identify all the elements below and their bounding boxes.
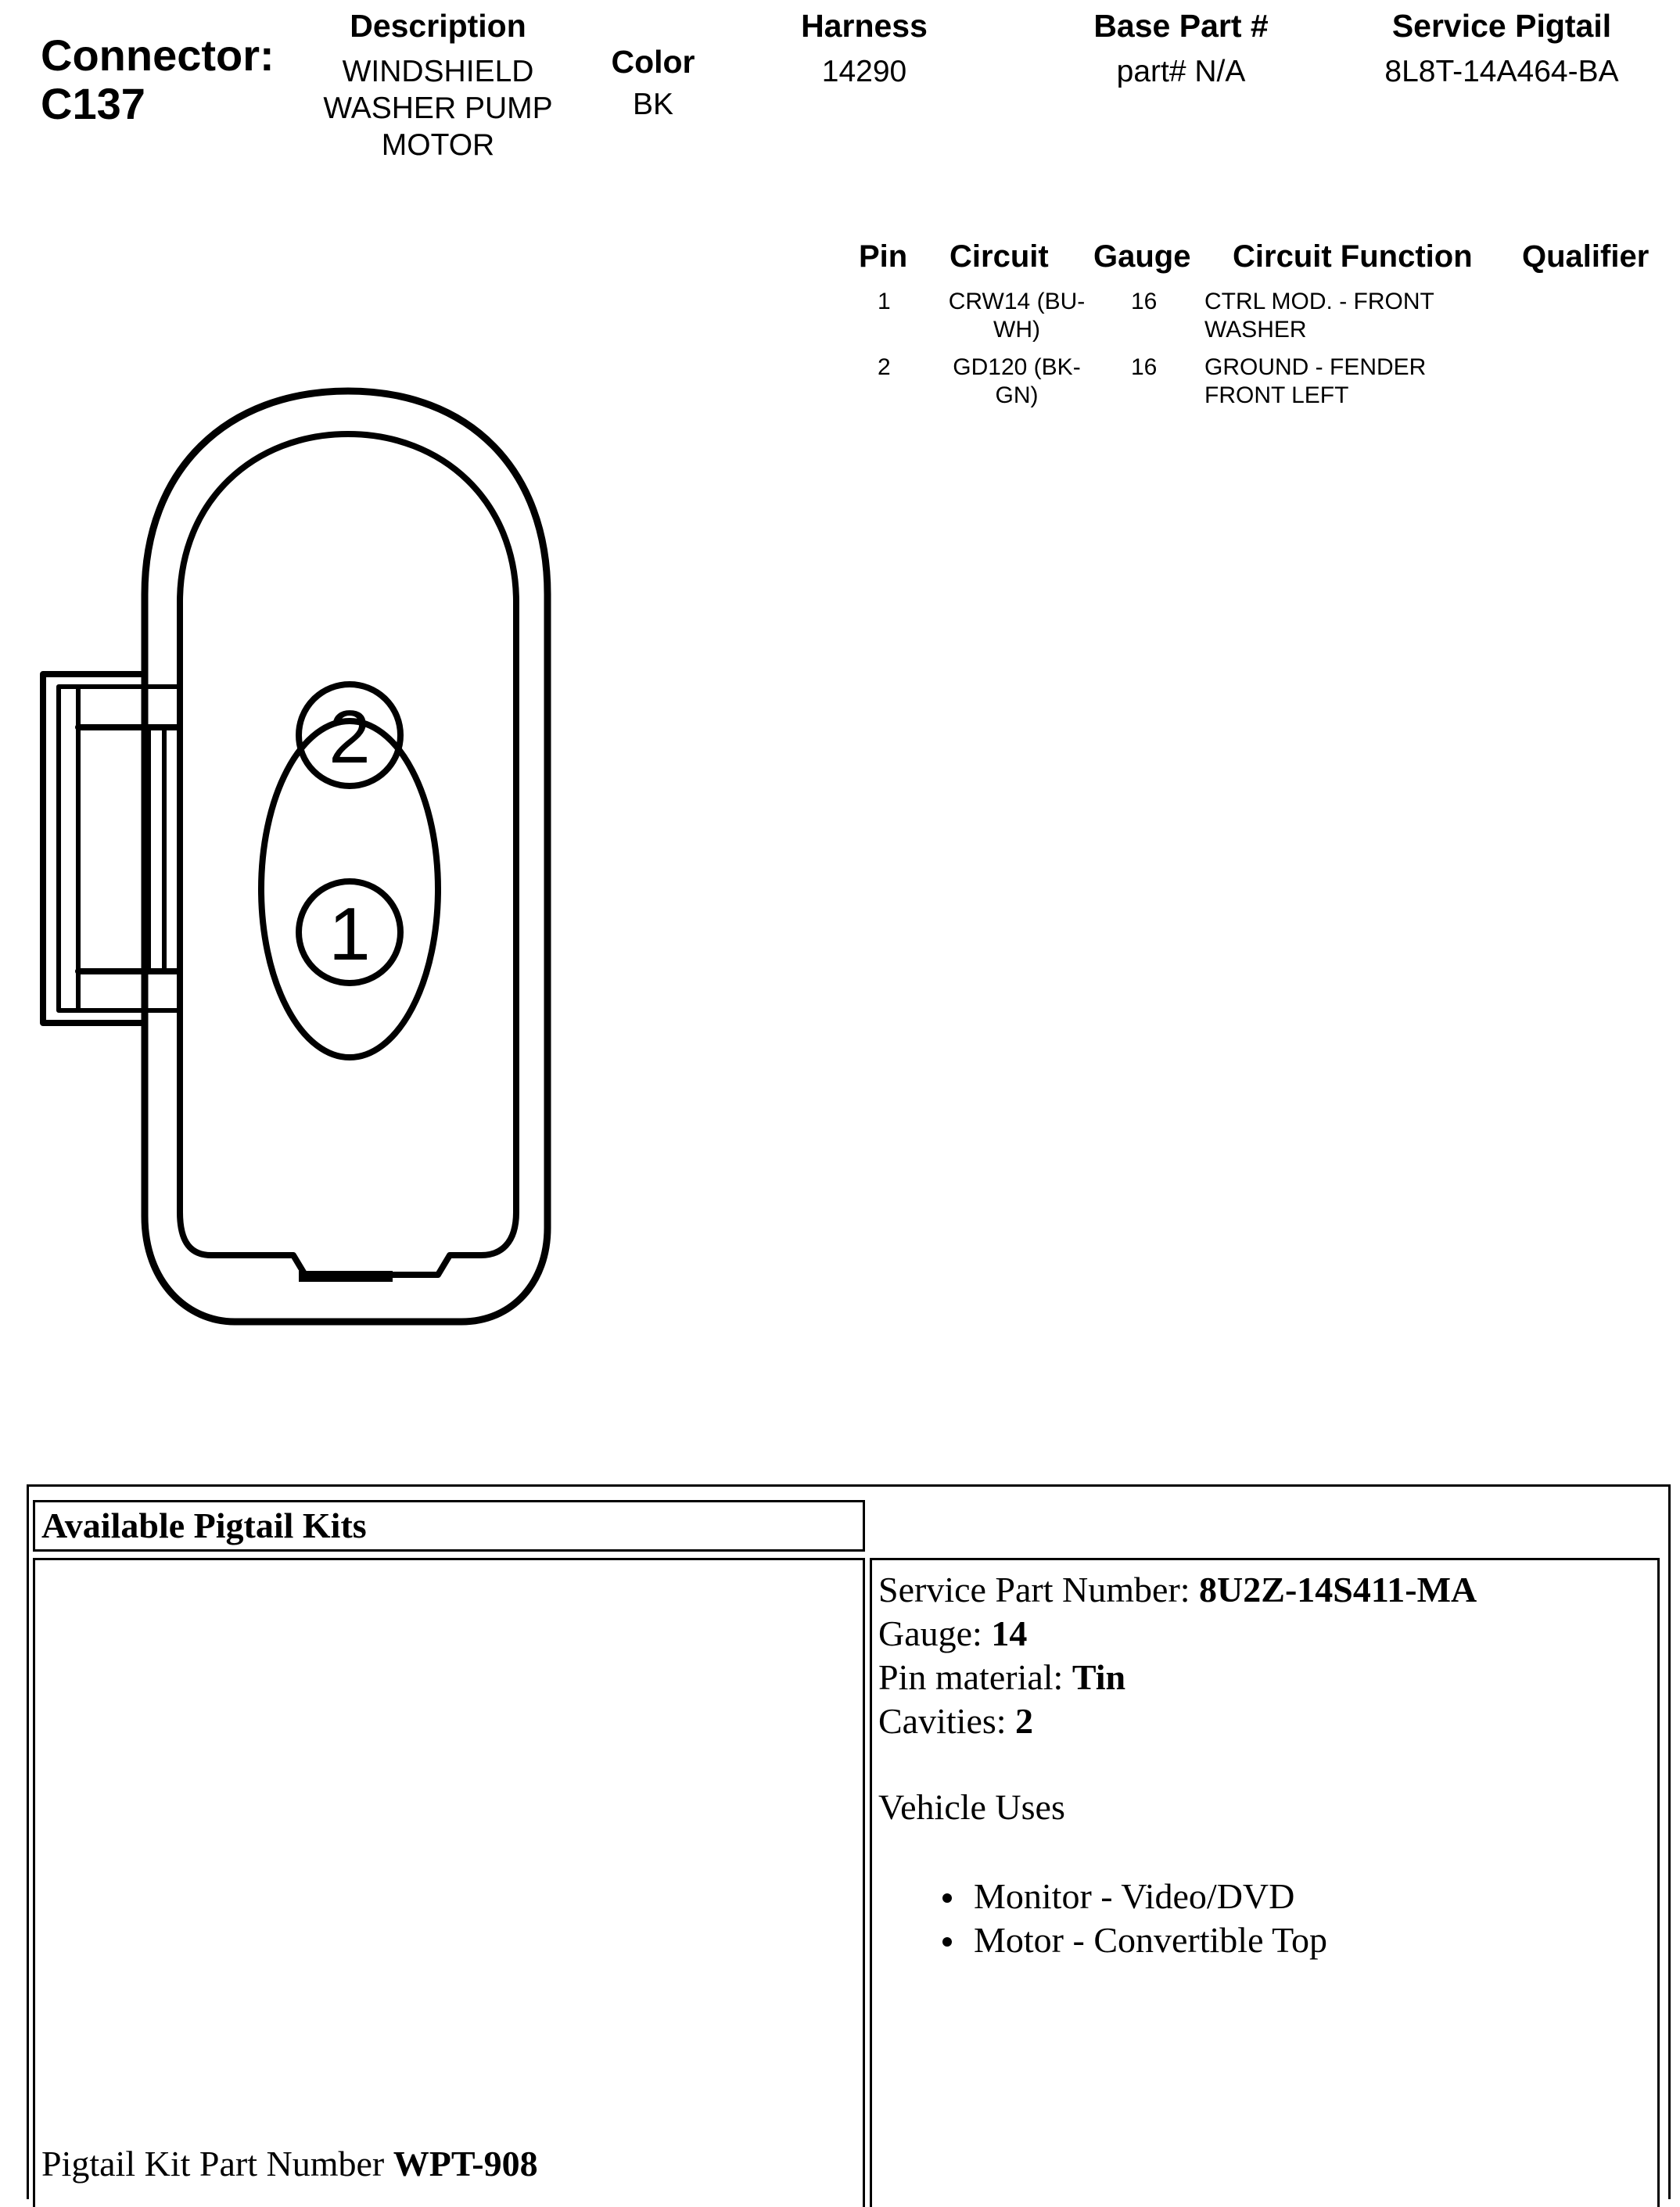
pin-1-label: 1 xyxy=(328,892,371,976)
connector-id: C137 xyxy=(41,78,145,128)
connector-label: Connector: xyxy=(41,31,275,80)
pin-2-label: 2 xyxy=(328,695,371,779)
base-part-label: Base Part # xyxy=(1093,8,1269,44)
pigtail-details xyxy=(878,1568,1477,1962)
pin-function: CTRL MOD. - FRONT WASHER xyxy=(1204,289,1434,343)
pin-table xyxy=(853,239,1680,419)
pin-header-function: Circuit Function xyxy=(1233,239,1473,274)
pin-circuit: GD120 (BK- GN) xyxy=(953,354,1081,408)
cavities-line: Cavities: 2 xyxy=(878,1701,1034,1741)
harness-value: 14290 xyxy=(821,55,907,89)
pin-function: GROUND - FENDER FRONT LEFT xyxy=(1204,354,1427,408)
base-part-value: part# N/A xyxy=(1116,55,1246,89)
pin-material-line: Pin material: Tin xyxy=(878,1657,1126,1697)
service-pigtail-column xyxy=(1345,8,1658,91)
service-part-value: 8U2Z-14S411-MA xyxy=(1199,1570,1477,1609)
service-pigtail-value: 8L8T-14A464-BA xyxy=(1384,55,1619,89)
connector-title xyxy=(41,31,275,127)
description-label: Description xyxy=(350,8,526,44)
vehicle-uses-list xyxy=(878,1875,1477,1962)
pin-gauge: 16 xyxy=(1131,289,1158,314)
cavities-value: 2 xyxy=(1015,1701,1034,1741)
pigtail-kit-label: Pigtail Kit Part Number xyxy=(41,2144,393,2184)
harness-column xyxy=(751,8,978,91)
pin-header-pin: Pin xyxy=(859,239,908,274)
pigtail-kit-cell xyxy=(33,1558,865,2207)
color-value: BK xyxy=(632,88,674,122)
pin-number: 2 xyxy=(878,354,891,380)
base-part-column xyxy=(1064,8,1298,91)
connector-outline-inner xyxy=(180,434,516,1275)
connector-outline-outer xyxy=(145,391,547,1322)
pin-header-qualifier: Qualifier xyxy=(1522,239,1649,274)
pigtail-kit-value: WPT-908 xyxy=(393,2144,538,2184)
service-part-line: Service Part Number: 8U2Z-14S411-MA xyxy=(878,1570,1477,1609)
harness-label: Harness xyxy=(801,8,928,44)
pigtail-details-cell xyxy=(870,1558,1660,2207)
pigtail-title-cell xyxy=(33,1500,865,1552)
list-item: Monitor - Video/DVD xyxy=(878,1875,1477,1918)
pin-number: 1 xyxy=(878,289,891,314)
gauge-value: 14 xyxy=(991,1613,1028,1653)
color-column xyxy=(579,44,727,124)
pin-material-value: Tin xyxy=(1072,1657,1126,1697)
pigtail-kit-line xyxy=(41,2142,538,2186)
service-pigtail-label: Service Pigtail xyxy=(1391,8,1612,44)
description-value: WINDSHIELD WASHER PUMP MOTOR xyxy=(323,55,553,162)
color-label: Color xyxy=(611,44,695,80)
pin-header-gauge: Gauge xyxy=(1093,239,1191,274)
gauge-line: Gauge: 14 xyxy=(878,1613,1028,1653)
vehicle-uses-label: Vehicle Uses xyxy=(878,1787,1065,1827)
list-item: Motor - Convertible Top xyxy=(878,1918,1477,1962)
pigtail-title: Available Pigtail Kits xyxy=(41,1505,367,1545)
description-column xyxy=(297,8,579,164)
pin-circuit: CRW14 (BU- WH) xyxy=(948,289,1086,343)
connector-diagram xyxy=(0,360,594,1345)
pin-gauge: 16 xyxy=(1131,354,1158,380)
pin-header-circuit: Circuit xyxy=(949,239,1049,274)
